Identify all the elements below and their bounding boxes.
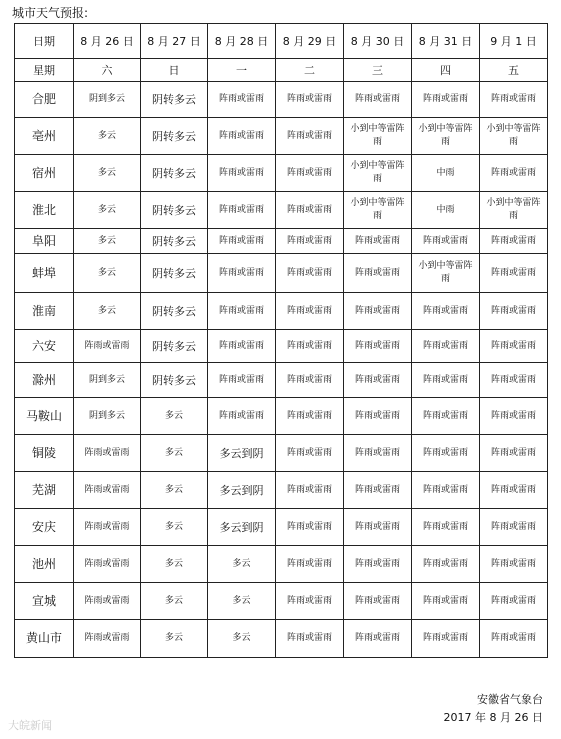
city-name: 宿州: [15, 155, 74, 192]
forecast-cell: 阵雨或雷雨: [480, 254, 548, 293]
forecast-cell: 阴转多云: [141, 330, 208, 363]
forecast-cell: 阴转多云: [141, 192, 208, 229]
forecast-cell: 阵雨或雷雨: [344, 229, 412, 254]
city-name: 宣城: [15, 583, 74, 620]
city-row: [15, 435, 548, 472]
forecast-cell: 阵雨或雷雨: [412, 546, 480, 583]
city-row: [15, 620, 548, 658]
forecast-cell: 阵雨或雷雨: [344, 546, 412, 583]
forecast-cell: 阵雨或雷雨: [74, 330, 141, 363]
forecast-cell: 阵雨或雷雨: [208, 254, 276, 293]
city-name: 六安: [15, 330, 74, 363]
city-row: [15, 118, 548, 155]
weekday-label: 星期: [15, 59, 74, 82]
date-cell: 8 月 26 日: [74, 24, 141, 59]
city-name: 淮南: [15, 293, 74, 330]
city-row: [15, 192, 548, 229]
city-name: 阜阳: [15, 229, 74, 254]
forecast-cell: 阵雨或雷雨: [412, 330, 480, 363]
forecast-cell: 阵雨或雷雨: [344, 254, 412, 293]
forecast-cell: 阵雨或雷雨: [412, 293, 480, 330]
watermark-logo: 大皖新闻: [8, 719, 52, 732]
forecast-cell: 阵雨或雷雨: [276, 254, 344, 293]
forecast-cell: 多云: [141, 583, 208, 620]
forecast-cell: 阴转多云: [141, 293, 208, 330]
forecast-cell: 阵雨或雷雨: [480, 620, 548, 658]
city-name: 池州: [15, 546, 74, 583]
forecast-cell: 阵雨或雷雨: [74, 620, 141, 658]
city-name: 黄山市: [15, 620, 74, 658]
forecast-cell: 阵雨或雷雨: [276, 363, 344, 398]
date-cell: 8 月 29 日: [276, 24, 344, 59]
forecast-cell: 小到中等雷阵雨: [344, 155, 412, 192]
forecast-cell: 多云: [141, 398, 208, 435]
weekday-cell: 二: [276, 59, 344, 82]
forecast-cell: 阵雨或雷雨: [480, 155, 548, 192]
weekday-cell: 一: [208, 59, 276, 82]
forecast-cell: 阵雨或雷雨: [344, 472, 412, 509]
forecast-cell: 阵雨或雷雨: [480, 435, 548, 472]
forecast-cell: 阵雨或雷雨: [412, 229, 480, 254]
page-title: 城市天气预报:: [12, 6, 89, 20]
city-row: [15, 472, 548, 509]
forecast-cell: 阵雨或雷雨: [276, 192, 344, 229]
forecast-cell: 多云: [208, 620, 276, 658]
forecast-cell: 阴转多云: [141, 118, 208, 155]
weekday-cell: 四: [412, 59, 480, 82]
forecast-cell: 中雨: [412, 155, 480, 192]
city-name: 合肥: [15, 82, 74, 118]
city-row: [15, 254, 548, 293]
forecast-cell: 小到中等雷阵雨: [412, 254, 480, 293]
forecast-cell: 阴转多云: [141, 363, 208, 398]
weekday-cell: 五: [480, 59, 548, 82]
city-row: [15, 363, 548, 398]
city-name: 亳州: [15, 118, 74, 155]
forecast-cell: 多云: [141, 546, 208, 583]
forecast-cell: 阵雨或雷雨: [480, 398, 548, 435]
forecast-cell: 阵雨或雷雨: [276, 620, 344, 658]
forecast-cell: 阵雨或雷雨: [412, 398, 480, 435]
forecast-cell: 阵雨或雷雨: [276, 398, 344, 435]
forecast-cell: 多云: [74, 293, 141, 330]
city-row: [15, 82, 548, 118]
forecast-cell: 阵雨或雷雨: [480, 82, 548, 118]
forecast-cell: 小到中等雷阵雨: [344, 118, 412, 155]
forecast-cell: 阵雨或雷雨: [344, 293, 412, 330]
forecast-cell: 多云: [74, 254, 141, 293]
city-name: 滁州: [15, 363, 74, 398]
forecast-cell: 多云到阴: [208, 435, 276, 472]
city-row: [15, 155, 548, 192]
forecast-cell: 多云到阴: [208, 509, 276, 546]
forecast-cell: 多云: [208, 546, 276, 583]
forecast-cell: 阵雨或雷雨: [276, 330, 344, 363]
forecast-cell: 阵雨或雷雨: [276, 229, 344, 254]
forecast-cell: 小到中等雷阵雨: [480, 192, 548, 229]
weekday-cell: 六: [74, 59, 141, 82]
forecast-cell: 多云到阴: [208, 472, 276, 509]
forecast-cell: 阵雨或雷雨: [412, 82, 480, 118]
forecast-cell: 中雨: [412, 192, 480, 229]
city-name: 芜湖: [15, 472, 74, 509]
city-row: [15, 398, 548, 435]
date-header-row: [15, 24, 548, 59]
forecast-cell: 阵雨或雷雨: [480, 229, 548, 254]
forecast-cell: 阴转多云: [141, 254, 208, 293]
forecast-cell: 阵雨或雷雨: [412, 583, 480, 620]
forecast-cell: 小到中等雷阵雨: [480, 118, 548, 155]
forecast-cell: 阵雨或雷雨: [276, 583, 344, 620]
date-cell: 8 月 30 日: [344, 24, 412, 59]
weekday-cell: 日: [141, 59, 208, 82]
forecast-cell: 多云: [74, 229, 141, 254]
forecast-cell: 阵雨或雷雨: [344, 330, 412, 363]
forecast-cell: 阵雨或雷雨: [208, 192, 276, 229]
forecast-cell: 阵雨或雷雨: [208, 118, 276, 155]
forecast-cell: 多云: [141, 472, 208, 509]
forecast-cell: 阴转多云: [141, 82, 208, 118]
forecast-cell: 多云: [141, 509, 208, 546]
forecast-cell: 阴转多云: [141, 155, 208, 192]
forecast-cell: 阵雨或雷雨: [208, 330, 276, 363]
forecast-cell: 阵雨或雷雨: [412, 620, 480, 658]
forecast-cell: 阵雨或雷雨: [344, 583, 412, 620]
city-name: 铜陵: [15, 435, 74, 472]
forecast-table: [14, 23, 548, 658]
forecast-cell: 阵雨或雷雨: [276, 472, 344, 509]
forecast-cell: 阵雨或雷雨: [412, 363, 480, 398]
forecast-cell: 阵雨或雷雨: [344, 398, 412, 435]
forecast-cell: 阵雨或雷雨: [276, 155, 344, 192]
forecast-cell: 阵雨或雷雨: [480, 363, 548, 398]
forecast-cell: 阴到多云: [74, 82, 141, 118]
forecast-cell: 阵雨或雷雨: [344, 620, 412, 658]
date-cell: 8 月 27 日: [141, 24, 208, 59]
forecast-cell: 阵雨或雷雨: [344, 509, 412, 546]
forecast-cell: 阵雨或雷雨: [74, 509, 141, 546]
city-row: [15, 229, 548, 254]
forecast-cell: 阵雨或雷雨: [208, 293, 276, 330]
forecast-cell: 阵雨或雷雨: [276, 293, 344, 330]
forecast-cell: 阵雨或雷雨: [74, 583, 141, 620]
forecast-cell: 阵雨或雷雨: [480, 583, 548, 620]
forecast-cell: 阵雨或雷雨: [344, 435, 412, 472]
forecast-cell: 多云: [74, 155, 141, 192]
forecast-cell: 阵雨或雷雨: [208, 82, 276, 118]
forecast-cell: 小到中等雷阵雨: [344, 192, 412, 229]
city-row: [15, 583, 548, 620]
forecast-cell: 阵雨或雷雨: [412, 509, 480, 546]
forecast-cell: 阵雨或雷雨: [412, 472, 480, 509]
weekday-header-row: [15, 59, 548, 82]
forecast-cell: 阵雨或雷雨: [480, 546, 548, 583]
forecast-cell: 阵雨或雷雨: [74, 435, 141, 472]
forecast-cell: 阵雨或雷雨: [208, 398, 276, 435]
date-cell: 8 月 31 日: [412, 24, 480, 59]
forecast-cell: 阵雨或雷雨: [480, 330, 548, 363]
forecast-cell: 阵雨或雷雨: [208, 229, 276, 254]
city-row: [15, 330, 548, 363]
city-row: [15, 509, 548, 546]
weekday-cell: 三: [344, 59, 412, 82]
issue-date: 2017 年 8 月 26 日: [443, 711, 543, 724]
forecast-cell: 阵雨或雷雨: [74, 472, 141, 509]
city-name: 马鞍山: [15, 398, 74, 435]
city-name: 安庆: [15, 509, 74, 546]
forecast-cell: 阴到多云: [74, 398, 141, 435]
forecast-cell: 阵雨或雷雨: [480, 509, 548, 546]
forecast-cell: 多云: [141, 435, 208, 472]
forecast-cell: 阵雨或雷雨: [276, 82, 344, 118]
city-name: 淮北: [15, 192, 74, 229]
date-cell: 8 月 28 日: [208, 24, 276, 59]
forecast-cell: 阵雨或雷雨: [480, 293, 548, 330]
forecast-cell: 阵雨或雷雨: [344, 82, 412, 118]
city-name: 蚌埠: [15, 254, 74, 293]
issuing-organization: 安徽省气象台: [477, 693, 543, 706]
date-cell: 9 月 1 日: [480, 24, 548, 59]
forecast-cell: 阵雨或雷雨: [276, 435, 344, 472]
forecast-cell: 阵雨或雷雨: [276, 546, 344, 583]
forecast-cell: 多云: [74, 192, 141, 229]
forecast-cell: 阵雨或雷雨: [412, 435, 480, 472]
forecast-cell: 阵雨或雷雨: [74, 546, 141, 583]
forecast-cell: 阵雨或雷雨: [208, 363, 276, 398]
forecast-cell: 多云: [74, 118, 141, 155]
forecast-cell: 阵雨或雷雨: [208, 155, 276, 192]
forecast-cell: 阴转多云: [141, 229, 208, 254]
forecast-cell: 阴到多云: [74, 363, 141, 398]
date-label: 日期: [15, 24, 74, 59]
forecast-cell: 阵雨或雷雨: [276, 509, 344, 546]
forecast-cell: 阵雨或雷雨: [480, 472, 548, 509]
forecast-cell: 多云: [208, 583, 276, 620]
forecast-cell: 小到中等雷阵雨: [412, 118, 480, 155]
city-row: [15, 293, 548, 330]
forecast-cell: 阵雨或雷雨: [276, 118, 344, 155]
forecast-cell: 阵雨或雷雨: [344, 363, 412, 398]
forecast-cell: 多云: [141, 620, 208, 658]
city-row: [15, 546, 548, 583]
